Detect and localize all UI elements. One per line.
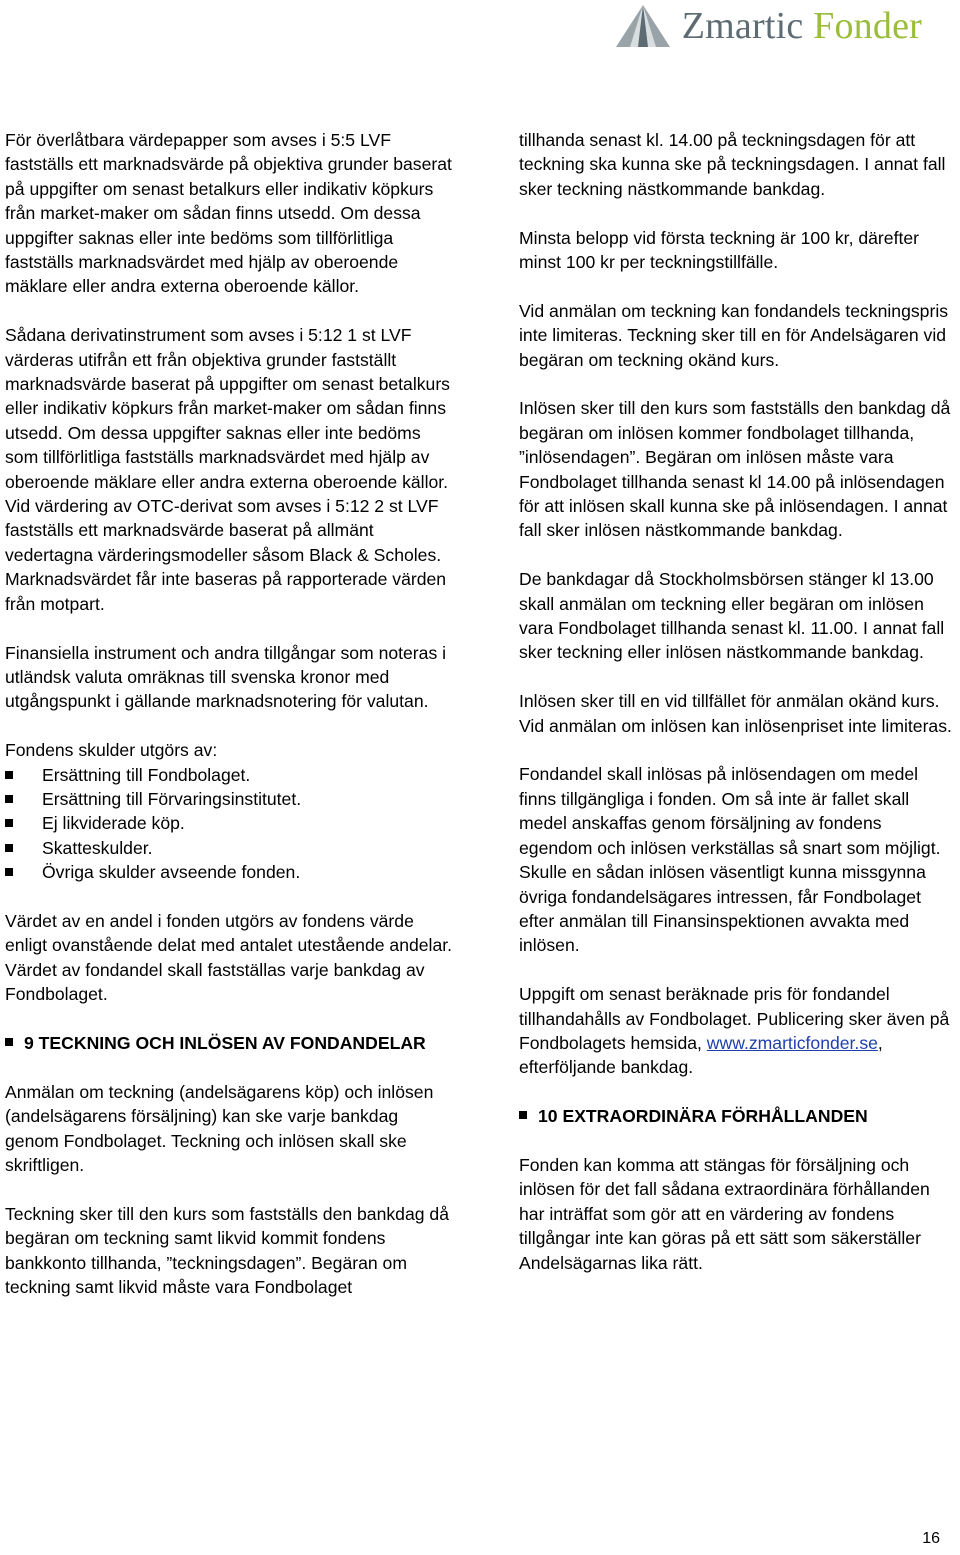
section-heading-10: 10 EXTRAORDINÄRA FÖRHÅLLANDEN <box>519 1104 959 1128</box>
paragraph: Fondandel skall inlösas på inlösendagen om medel finns tillgängliga i fonden. Om så inte är fallet skall medel anskaffas genom försäljning av fondens egendom och inlösen verkställas så snart som möjligt. Skulle en sådan inlösen väsentligt kunna missgynna övriga fondandelsägares intressen, får Fondbolaget efter anmälan till Finansinspektionen avvakta med inlösen. <box>519 764 941 956</box>
page-number: 16 <box>922 1530 940 1547</box>
logo-mark-icon <box>614 3 672 49</box>
paragraph: Sådana derivatinstrument som avses i 5:12 1 st LVF värderas utifrån ett från objektiva grunder fastställt marknadsvärde baserat på uppgifter om senast betalkurs eller indikativ köpkurs från market-maker om sådan finns utsedd. Om dessa uppgifter saknas eller inte bedöms som tillförlitliga fastställs marknadsvärdet med hjälp av oberoende mäklare eller andra externa oberoende källor. Vid värdering av OTC-derivat som avses i 5:12 2 st LVF fastställs ett marknadsvärde baserat på allmänt vedertagna värderingsmodeller såsom Black & Scholes. Marknadsvärdet får inte baseras på rapporterade värden från motpart. <box>5 325 450 614</box>
paragraph: Vid anmälan om teckning kan fondandels teckningspris inte limiteras. Teckning sker till en för Andelsägaren vid begäran om teckning okänd kurs. <box>519 300 949 370</box>
list-item: Ersättning till Fondbolaget. <box>5 763 455 787</box>
logo-text: Zmartic Fonder <box>681 5 922 47</box>
website-link[interactable]: www.zmarticfonder.se <box>706 1032 878 1053</box>
company-logo <box>614 2 922 50</box>
list-item: Övriga skulder avseende fonden. <box>5 860 455 884</box>
square-bullet-icon <box>5 1038 13 1046</box>
paragraph: Fonden kan komma att stängas för försäljning och inlösen för det fall sådana extraordinära förhållanden har inträffat som gör att en värdering av fondens tillgångar inte kan göras på ett sätt som säkerställer Andelsägarnas lika rätt. <box>519 1154 930 1273</box>
left-column <box>5 128 455 1324</box>
square-bullet-icon <box>5 868 13 876</box>
square-bullet-icon <box>5 771 13 779</box>
square-bullet-icon <box>5 819 13 827</box>
paragraph: Minsta belopp vid första teckning är 100 kr, därefter minst 100 kr per teckningstillfälle. <box>519 227 919 273</box>
list-item: Skatteskulder. <box>5 836 455 860</box>
paragraph: De bankdagar då Stockholmsbörsen stänger kl 13.00 skall anmälan om teckning eller begäran om inlösen vara Fondbolaget tillhanda senast kl. 11.00. I annat fall sker teckning eller inlösen nästkommande bankdag. <box>519 569 945 663</box>
paragraph: Uppgift om senast beräknade pris för fondandel tillhandahålls av Fondbolaget. Publicering sker även på Fondbolagets hemsida, www.zmarticfonder.se, efterföljande bankdag. <box>519 984 950 1078</box>
list-item: Ersättning till Förvaringsinstitutet. <box>5 787 455 811</box>
paragraph: Värdet av en andel i fonden utgörs av fondens värde enligt ovanstående delat med antalet utestående andelar. Värdet av fondandel skall fastställas varje bankdag av Fondbolaget. <box>5 910 453 1005</box>
square-bullet-icon <box>519 1111 527 1119</box>
list-item: Ej likviderade köp. <box>5 811 455 835</box>
section-heading-9: 9 TECKNING OCH INLÖSEN AV FONDANDELAR <box>5 1031 455 1055</box>
paragraph: tillhanda senast kl. 14.00 på teckningsdagen för att teckning ska kunna ske på teckningsdagen. I annat fall sker teckning nästkommande bankdag. <box>519 130 946 199</box>
square-bullet-icon <box>5 795 13 803</box>
square-bullet-icon <box>5 844 13 852</box>
right-column <box>519 128 959 1299</box>
paragraph: Inlösen sker till den kurs som fastställs den bankdag då begäran om inlösen kommer fondbolaget tillhanda, ”inlösendagen”. Begäran om inlösen måste vara Fondbolaget tillhanda senast kl 14.00 på inlösendagen för att inlösen skall kunna ske på inlösendagen. I annat fall sker inlösen nästkommande bankdag. <box>519 398 951 541</box>
paragraph: Teckning sker till den kurs som fastställs den bankdag då begäran om teckning samt likvid kommit fondens bankkonto tillhanda, ”teckningsdagen”. Begäran om teckning samt likvid måste vara Fondbolaget <box>5 1203 449 1297</box>
debts-list <box>5 763 455 885</box>
paragraph: För överlåtbara värdepapper som avses i 5:5 LVF fastställs ett marknadsvärde på objektiva grunder baserat på uppgifter om senast betalkurs eller indikativ köpkurs från market-maker om sådan finns utsedd. Om dessa uppgifter saknas eller inte bedöms som tillförlitliga fastställs marknadsvärdet med hjälp av oberoende mäklare eller andra externa oberoende källor. <box>5 130 452 297</box>
debts-intro: Fondens skulder utgörs av: <box>5 740 218 761</box>
paragraph: Finansiella instrument och andra tillgångar som noteras i utländsk valuta omräknas till svenska kronor med utgångspunkt i gällande marknadsnotering för valutan. <box>5 642 447 712</box>
paragraph: Anmälan om teckning (andelsägarens köp) och inlösen (andelsägarens försäljning) kan ske varje bankdag genom Fondbolaget. Teckning och inlösen skall ske skriftligen. <box>5 1081 434 1175</box>
paragraph: Inlösen sker till en vid tillfället för anmälan okänd kurs. Vid anmälan om inlösen kan inlösenpriset inte limiteras. <box>519 691 952 736</box>
